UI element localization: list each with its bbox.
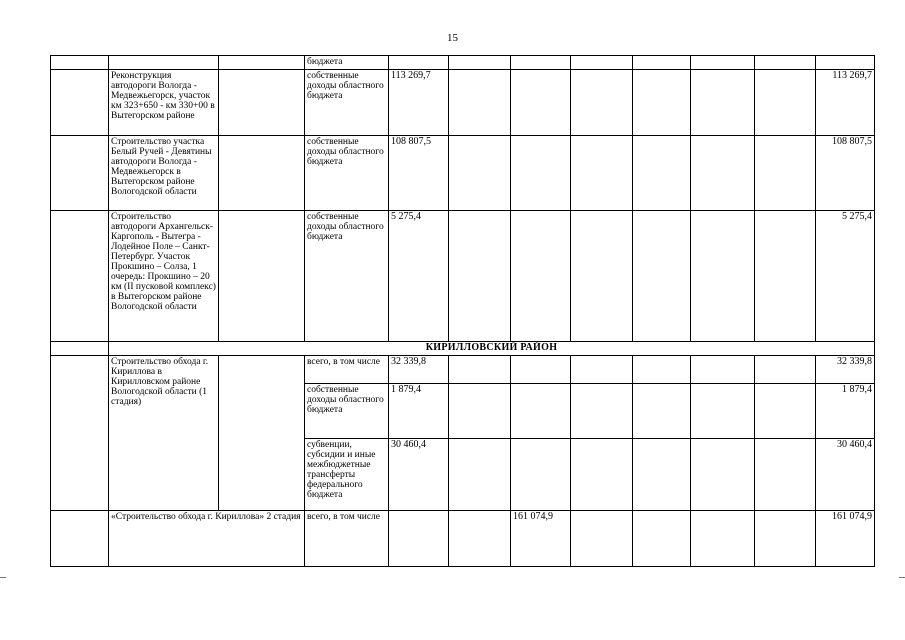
project-name-cell: Строительство автодороги Архангельск-Каргополь - Вытегра - Лодейное Поле – Санкт-Петербург. Участок Прокшино – Солза, 1 очередь: Прокшино – 20 км (II пусковой комплекс) в Вытегорском районе Вологодской области (109, 211, 219, 341)
table-row (51, 56, 875, 70)
total-cell: 32 339,8 (816, 355, 875, 383)
amount-cell: 30 460,4 (389, 438, 449, 510)
section-title: КИРИЛЛОВСКИЙ РАЙОН (109, 341, 875, 355)
funding-source-cell: всего, в том числе (305, 510, 389, 566)
page-number: 15 (447, 32, 458, 44)
scan-edge-mark (899, 577, 905, 578)
funding-source-cell: собственные доходы областного бюджета (305, 70, 389, 136)
funding-source-cell: субвенции, субсидии и иные межбюджетные трансферты федерального бюджета (305, 438, 389, 510)
project-name-cell: Строительство обхода г. Кириллова в Кирилловском районе Вологодской области (1 стадия) (109, 355, 219, 510)
funding-source-cell: собственные доходы областного бюджета (305, 383, 389, 438)
amount-cell: 161 074,9 (511, 510, 571, 566)
project-name-cell: Реконструкция автодороги Вологда - Медвежьегорск, участок км 323+650 - км 330+00 в Вытегорском районе (109, 70, 219, 136)
amount-cell: 5 275,4 (389, 211, 449, 341)
table-row (51, 70, 875, 136)
total-cell: 161 074,9 (816, 510, 875, 566)
amount-cell: 113 269,7 (389, 70, 449, 136)
project-name-cell: «Строительство обхода г. Кириллова» 2 стадия (109, 510, 305, 566)
funding-source-cell: бюджета (305, 56, 389, 70)
table-row (51, 355, 875, 383)
funding-source-cell: всего, в том числе (305, 355, 389, 383)
total-cell: 5 275,4 (816, 211, 875, 341)
table-row (51, 136, 875, 211)
funding-source-cell: собственные доходы областного бюджета (305, 136, 389, 211)
amount-cell: 108 807,5 (389, 136, 449, 211)
budget-table (50, 55, 875, 567)
total-cell: 30 460,4 (816, 438, 875, 510)
funding-source-cell: собственные доходы областного бюджета (305, 211, 389, 341)
project-name-cell: Строительство участка Белый Ручей - Девятины автодороги Вологда - Медвежьегорск в Вытегорском районе Вологодской области (109, 136, 219, 211)
table-row (51, 510, 875, 566)
amount-cell: 32 339,8 (389, 355, 449, 383)
section-row (51, 341, 875, 355)
total-cell: 1 879,4 (816, 383, 875, 438)
table-row (51, 211, 875, 341)
total-cell: 108 807,5 (816, 136, 875, 211)
scan-edge-mark (0, 577, 6, 578)
amount-cell: 1 879,4 (389, 383, 449, 438)
total-cell: 113 269,7 (816, 70, 875, 136)
